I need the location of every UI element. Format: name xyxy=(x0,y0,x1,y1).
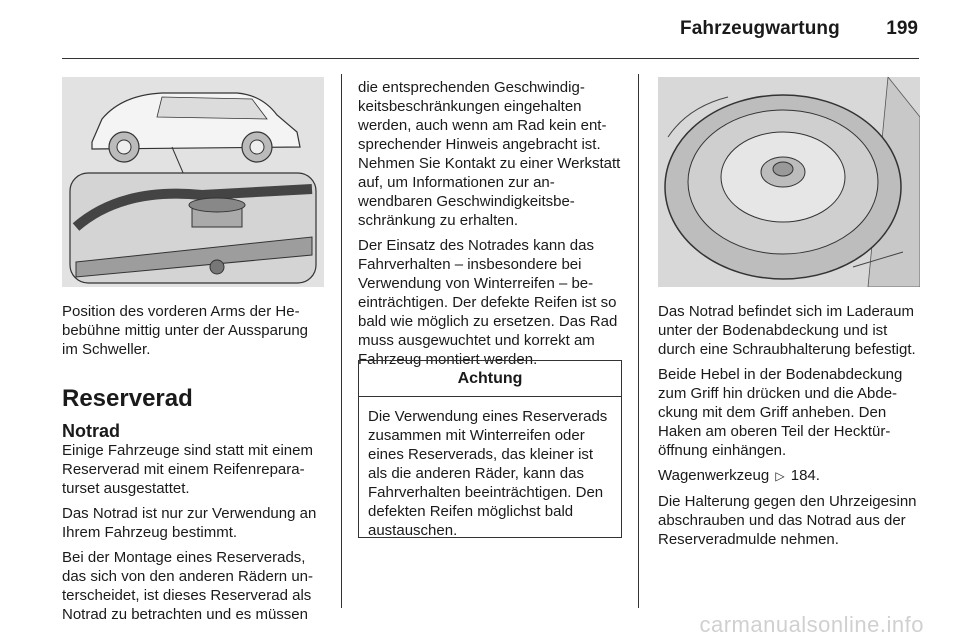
spare-wheel-illustration xyxy=(658,77,920,287)
paragraph: Bei der Montage eines Reserverads, das sich von den anderen Rädern unterscheidet, ist dieses Reserverad als Notrad zu betrachten und es müssen xyxy=(62,549,314,623)
column-divider-2 xyxy=(638,74,639,608)
watermark: carmanualsonline.info xyxy=(699,612,924,637)
subsection-title: Notrad xyxy=(62,421,120,441)
warning-title: Achtung xyxy=(359,361,621,397)
paragraph: die entsprechenden Geschwindigkeitsbeschränkungen eingehalten werden, auch wenn am Rad kein entsprechender Hinweis angebracht ist. Nehmen Sie Kontakt zu einer Werkstatt auf, um Informationen zur anwendbaren Geschwindigkeitsbeschränkung zu erhalten. xyxy=(358,79,621,229)
paragraph: Beide Hebel in der Bodenabdeckung zum Griff hin drücken und die Abdeckung mit dem Griff anheben. Den Haken am oberen Teil der Hecktüröffnung einhängen. xyxy=(658,366,903,459)
spare-wheel-drawing xyxy=(658,77,920,287)
lift-arm-drawing xyxy=(62,77,324,287)
column-left xyxy=(62,302,324,630)
tool-reference-page[interactable]: 184. xyxy=(790,467,820,484)
paragraph: Das Notrad befindet sich im Laderaum unter der Bodenabdeckung und ist durch eine Schraubhalterung befestigt. xyxy=(658,303,916,358)
paragraph: Die Halterung gegen den Uhrzeigesinn abschrauben und das Notrad aus der Reserveradmulde nehmen. xyxy=(658,493,917,548)
paragraph: Der Einsatz des Notrades kann das Fahrverhalten – insbesondere bei Verwendung von Winterreifen – beeinträchtigen. Der defekte Reifen ist so bald wie möglich zu ersetzen. Das Rad muss ausgewuchtet und korrekt am Fahrzeug montiert werden. xyxy=(358,237,618,368)
warning-box xyxy=(358,360,622,538)
tool-reference-label: Wagenwerkzeug xyxy=(658,467,770,484)
column-divider-1 xyxy=(341,74,342,608)
figure-caption: Position des vorderen Arms der Hebebühne mittig unter der Aussparung im Schweller. xyxy=(62,303,308,358)
tool-reference xyxy=(658,466,920,486)
paragraph: Das Notrad ist nur zur Verwendung an Ihrem Fahrzeug bestimmt. xyxy=(62,505,317,541)
page-header-title: Fahrzeugwartung xyxy=(680,18,840,39)
lift-arm-illustration xyxy=(62,77,324,287)
column-right xyxy=(658,302,920,555)
paragraph: Einige Fahrzeuge sind statt mit einem Reserverad mit einem Reifenreparaturset ausgestattet. xyxy=(62,442,313,497)
column-middle xyxy=(358,78,622,375)
header-divider xyxy=(62,58,919,59)
warning-text: Die Verwendung eines Reserverads zusammen mit Winterreifen oder eines Reserverads, das kleiner ist als die anderen Räder, kann das Fahrverhalten beeinträchtigen. Den defekten Reifen möglichst bald austauschen. xyxy=(368,408,608,539)
section-title: Reserverad xyxy=(62,385,193,412)
page-number: 199 xyxy=(886,18,918,39)
page-reference-icon: ▷ xyxy=(775,469,785,483)
